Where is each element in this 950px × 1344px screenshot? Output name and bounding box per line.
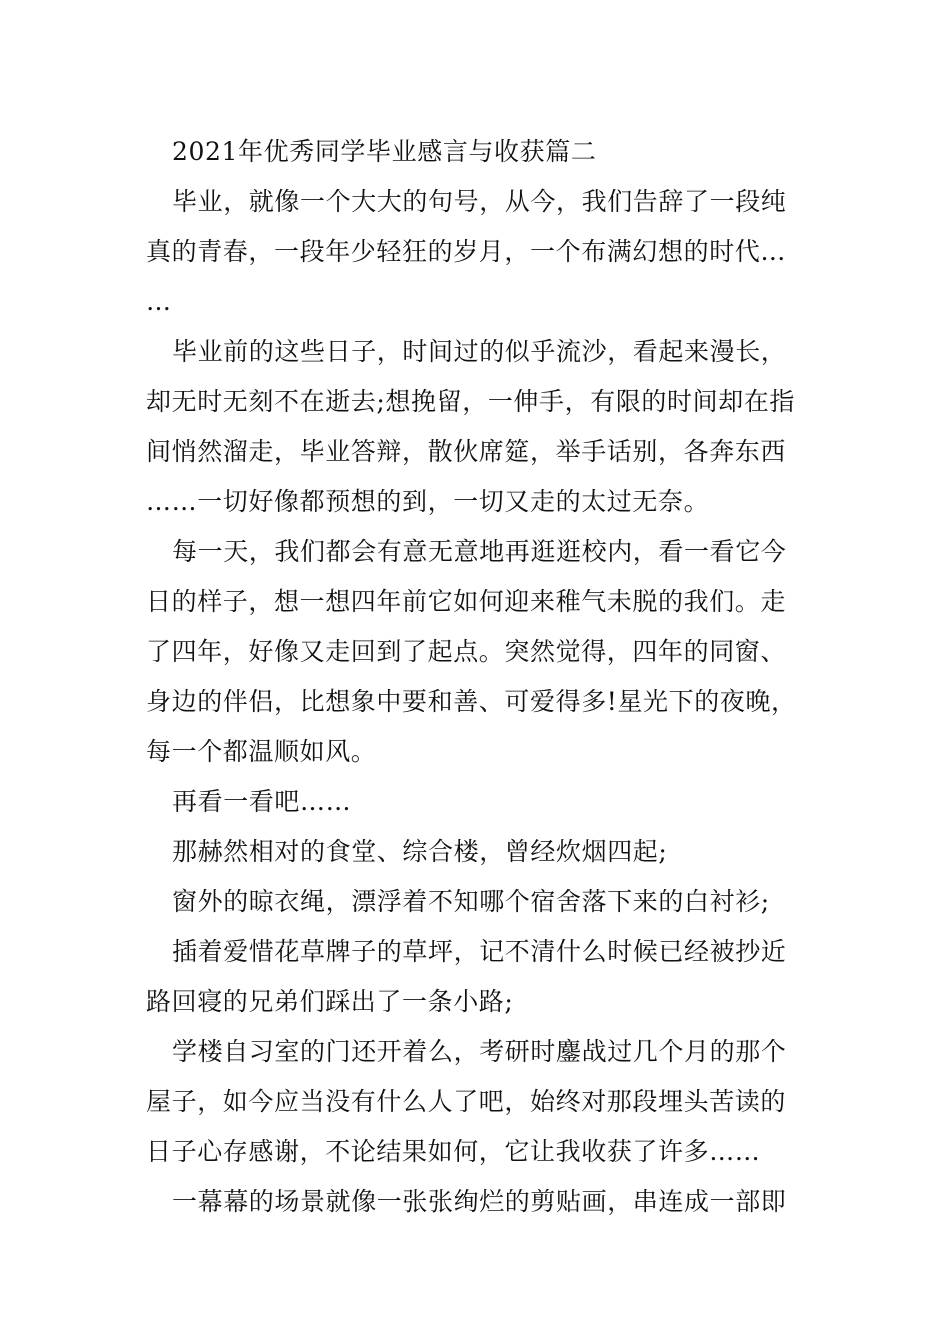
paragraph-line: 窗外的晾衣绳，漂浮着不知哪个宿舍落下来的白衬衫; [172,887,770,916]
paragraph-line: ……一切好像都预想的到，一切又走的太过无奈。 [146,487,710,516]
paragraph-line: 屋子，如今应当没有什么人了吧，始终对那段埋头苦读的 [146,1087,787,1116]
paragraph-line: 每一天，我们都会有意无意地再逛逛校内，看一看它今 [172,537,787,566]
paragraph-line: 日子心存感谢，不论结果如何，它让我收获了许多…… [146,1137,761,1166]
paragraph-line: 真的青春，一段年少轻狂的岁月，一个布满幻想的时代… [146,237,787,266]
paragraph-line: 再看一看吧…… [172,787,352,816]
paragraph-line: 每一个都温顺如风。 [146,737,377,766]
paragraph-line: 路回寝的兄弟们踩出了一条小路; [146,987,514,1016]
paragraph-line: 身边的伴侣，比想象中要和善、可爱得多!星光下的夜晚， [146,687,797,716]
document-title: 2021年优秀同学毕业感言与收获篇二 [172,137,597,166]
paragraph-line: 日的样子，想一想四年前它如何迎来稚气未脱的我们。走 [146,587,787,616]
paragraph-line: 一幕幕的场景就像一张张绚烂的剪贴画，串连成一部即 [172,1187,787,1216]
paragraph-line: 那赫然相对的食堂、综合楼，曾经炊烟四起; [172,837,668,866]
paragraph-line: 插着爱惜花草牌子的草坪，记不清什么时候已经被抄近 [172,937,787,966]
paragraph-line: 毕业，就像一个大大的句号，从今，我们告辞了一段纯 [172,187,787,216]
paragraph-line: 了四年，好像又走回到了起点。突然觉得，四年的同窗、 [146,637,787,666]
paragraph-line: 毕业前的这些日子，时间过的似乎流沙，看起来漫长， [172,337,787,366]
paragraph-line: 间悄然溜走，毕业答辩，散伙席筵，举手话别，各奔东西 [146,437,787,466]
paragraph-line: 学楼自习室的门还开着么，考研时鏖战过几个月的那个 [172,1037,787,1066]
paragraph-line: 却无时无刻不在逝去;想挽留，一伸手，有限的时间却在指 [146,387,796,416]
paragraph-line: … [146,287,172,316]
